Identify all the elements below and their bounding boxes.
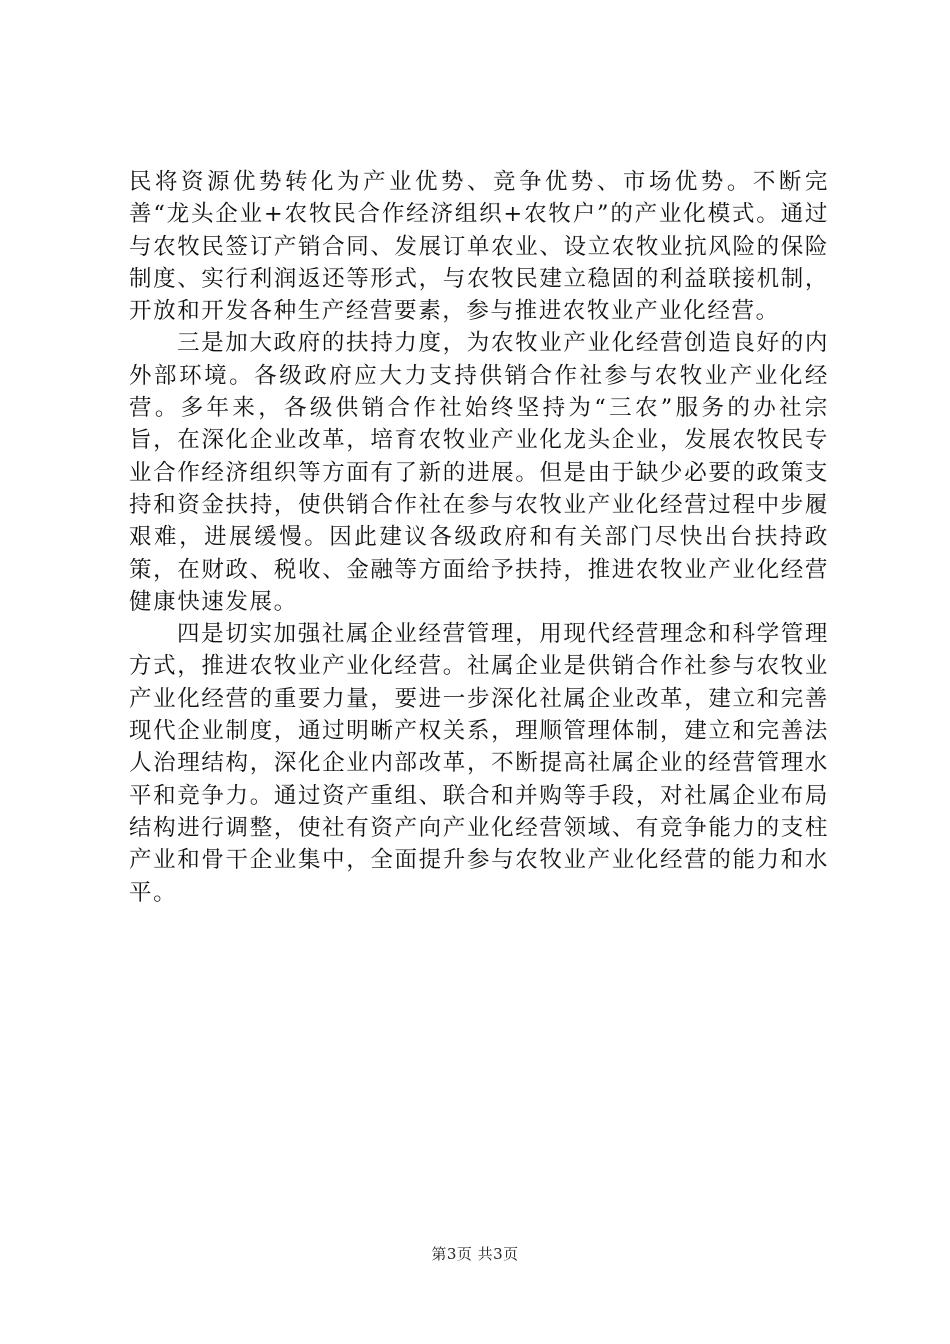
paragraph-point-three: 三是加大政府的扶持力度，为农牧业产业化经营创造良好的内外部环境。各级政府应大力支持供销合作社参与农牧业产业化经营。多年来，各级供销合作社始终坚持为“三农”服务的办社宗旨，在深化企业改革，培育农牧业产业化龙头企业，发展农牧民专业合作经济组织等方面有了新的进展。但是由于缺少必要的政策支持和资金扶持，使供销合作社在参与农牧业产业化经营过程中步履艰难，进展缓慢。因此建议各级政府和有关部门尽快出台扶持政策，在财政、税收、金融等方面给予扶持，推进农牧业产业化经营健康快速发展。 bbox=[129, 330, 829, 615]
document-body bbox=[129, 166, 829, 909]
page-number-footer: 第3页 共3页 bbox=[431, 1245, 519, 1263]
paragraph-continued: 民将资源优势转化为产业优势、竞争优势、市场优势。不断完善“龙头企业+农牧民合作经济组织+农牧户”的产业化模式。通过与农牧民签订产销合同、发展订单农业、设立农牧业抗风险的保险制度、实行利润返还等形式，与农牧民建立稳固的利益联接机制，开放和开发各种生产经营要素，参与推进农牧业产业化经营。 bbox=[129, 169, 829, 325]
paragraph-point-four: 四是切实加强社属企业经营管理，用现代经营理念和科学管理方式，推进农牧业产业化经营。社属企业是供销合作社参与农牧业产业化经营的重要力量，要进一步深化社属企业改革，建立和完善现代企业制度，通过明晰产权关系，理顺管理体制，建立和完善法人治理结构，深化企业内部改革，不断提高社属企业的经营管理水平和竞争力。通过资产重组、联合和并购等手段，对社属企业布局结构进行调整，使社有资产向产业化经营领域、有竞争能力的支柱产业和骨干企业集中，全面提升参与农牧业产业化经营的能力和水平。 bbox=[129, 621, 829, 906]
